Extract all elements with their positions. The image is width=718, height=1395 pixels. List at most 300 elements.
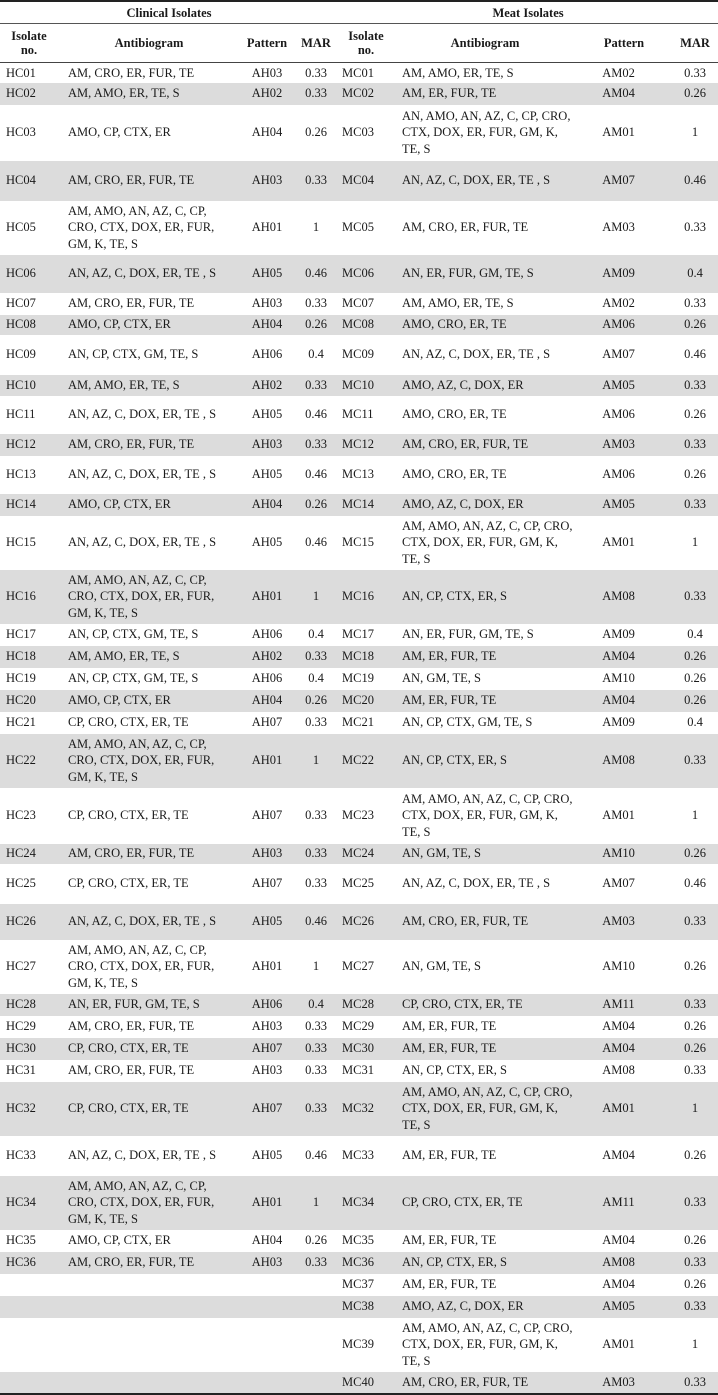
- clinical-mar-cell: 0.33: [305, 1019, 327, 1034]
- meat-pattern-cell: AM06: [576, 315, 672, 335]
- meat-mar-cell: 0.26: [672, 315, 718, 335]
- meat-antibiogram-cell: AM, AMO, ER, TE, S: [402, 65, 514, 80]
- table-row: [0, 668, 718, 690]
- meat-mar-cell: 0.4: [672, 255, 718, 293]
- meat-pattern-cell: AM08: [576, 570, 672, 624]
- meat-isolate-no-cell: MC13: [342, 467, 374, 482]
- clinical-isolate-no-cell: [0, 1372, 58, 1394]
- meat-mar-cell: 0.33: [672, 1296, 718, 1318]
- meat-mar-cell: 0.33: [672, 434, 718, 456]
- clinical-antibiogram-cell: AMO, CP, CTX, ER: [68, 1233, 171, 1248]
- clinical-pattern-cell: AH05: [251, 1148, 283, 1163]
- clinical-mar-header: MAR: [294, 24, 338, 63]
- meat-antibiogram-header: Antibiogram: [394, 24, 576, 63]
- clinical-mar-cell: 0.33: [305, 1063, 327, 1078]
- clinical-pattern-cell: AH01: [240, 1176, 294, 1230]
- meat-pattern-cell: AM02: [602, 65, 635, 80]
- column-header-row: [0, 24, 718, 63]
- table-row: [0, 434, 718, 456]
- clinical-antibiogram-cell: AN, AZ, C, DOX, ER, TE , S: [68, 467, 217, 482]
- meat-pattern-cell: AM10: [602, 959, 635, 974]
- table-body: [0, 63, 718, 1394]
- meat-isolate-no-cell: MC37: [342, 1277, 374, 1292]
- meat-antibiogram-cell: AMO, AZ, C, DOX, ER: [394, 375, 576, 396]
- clinical-pattern-cell: [240, 1296, 294, 1318]
- clinical-mar-cell: 0.33: [294, 161, 338, 201]
- clinical-pattern-cell: AH03: [251, 1063, 283, 1078]
- meat-mar-cell: 0.46: [684, 347, 706, 362]
- meat-pattern-cell: AM11: [576, 994, 672, 1016]
- clinical-pattern-cell: AH01: [240, 734, 294, 788]
- table-row: [0, 161, 718, 201]
- meat-pattern-cell: AM04: [576, 646, 672, 668]
- clinical-antibiogram-cell: CP, CRO, CTX, ER, TE: [58, 1038, 240, 1060]
- meat-mar-cell: 0.26: [684, 1233, 706, 1248]
- clinical-mar-cell: 0.33: [305, 715, 327, 730]
- meat-isolate-no-cell: MC02: [338, 83, 394, 105]
- table-row: [0, 844, 718, 864]
- clinical-mar-cell: 0.33: [305, 876, 327, 891]
- meat-antibiogram-cell: AM, CRO, ER, FUR, TE: [394, 904, 576, 940]
- meat-isolate-no-cell: MC21: [342, 715, 374, 730]
- clinical-mar-cell: 1: [294, 570, 338, 624]
- clinical-antibiogram-cell: CP, CRO, CTX, ER, TE: [68, 715, 189, 730]
- meat-antibiogram-cell: AMO, CRO, ER, TE: [394, 315, 576, 335]
- clinical-isolate-no-cell: HC22: [0, 734, 58, 788]
- clinical-isolate-no-cell: HC05: [6, 220, 36, 235]
- meat-pattern-cell: AM06: [602, 407, 635, 422]
- table-row: [0, 1230, 718, 1252]
- meat-mar-cell: 0.33: [672, 1176, 718, 1230]
- clinical-pattern-cell: AH07: [251, 876, 283, 891]
- clinical-mar-cell: [294, 1274, 338, 1296]
- meat-isolate-no-cell: MC20: [338, 690, 394, 712]
- meat-isolate-no-cell: MC04: [338, 161, 394, 201]
- clinical-pattern-cell: AH05: [251, 407, 283, 422]
- clinical-pattern-cell: AH07: [251, 808, 283, 823]
- clinical-pattern-cell: AH03: [251, 65, 283, 80]
- clinical-isolate-no-cell: HC20: [0, 690, 58, 712]
- table-row: [0, 83, 718, 105]
- clinical-antibiogram-cell: AMO, CP, CTX, ER: [68, 125, 171, 140]
- table-row: [0, 375, 718, 396]
- meat-isolate-no-cell: MC12: [338, 434, 394, 456]
- clinical-antibiogram-cell: CP, CRO, CTX, ER, TE: [68, 808, 189, 823]
- meat-isolates-heading: Meat Isolates: [338, 1, 718, 24]
- table-row: [0, 396, 718, 434]
- meat-mar-header: MAR: [672, 24, 718, 63]
- group-header-row: [0, 1, 718, 24]
- meat-pattern-cell: AM08: [602, 1063, 635, 1078]
- meat-mar-cell: 0.26: [684, 1277, 706, 1292]
- table-row: [0, 335, 718, 375]
- meat-isolate-no-cell: MC18: [338, 646, 394, 668]
- clinical-mar-cell: 1: [312, 959, 320, 974]
- clinical-mar-cell: 0.33: [305, 65, 327, 80]
- clinical-mar-cell: 0.46: [305, 467, 327, 482]
- clinical-mar-cell: [294, 1296, 338, 1318]
- meat-pattern-cell: AM04: [576, 83, 672, 105]
- clinical-pattern-cell: [240, 1372, 294, 1394]
- clinical-mar-cell: 0.46: [294, 904, 338, 940]
- clinical-antibiogram-cell: AN, AZ, C, DOX, ER, TE , S: [68, 535, 217, 550]
- meat-isolate-no-cell: MC01: [342, 65, 374, 80]
- meat-antibiogram-cell: AM, AMO, AN, AZ, C, CP, CRO, CTX, DOX, ER, FUR, GM, K, TE, S: [402, 519, 573, 566]
- clinical-mar-cell: 0.33: [294, 1082, 338, 1136]
- meat-pattern-cell: AM02: [602, 296, 635, 311]
- meat-mar-cell: 0.4: [687, 627, 703, 642]
- meat-antibiogram-cell: AM, ER, FUR, TE: [394, 690, 576, 712]
- table-row: [0, 315, 718, 335]
- meat-mar-cell: 0.33: [684, 65, 706, 80]
- meat-antibiogram-cell: AM, CRO, ER, FUR, TE: [394, 1372, 576, 1394]
- clinical-mar-cell: 0.4: [308, 627, 324, 642]
- clinical-isolate-no-cell: HC10: [0, 375, 58, 396]
- meat-antibiogram-cell: AN, AZ, C, DOX, ER, TE , S: [402, 347, 551, 362]
- meat-isolate-no-cell: MC34: [338, 1176, 394, 1230]
- meat-pattern-cell: AM07: [576, 161, 672, 201]
- meat-mar-cell: 0.33: [672, 494, 718, 516]
- clinical-isolate-no-cell: HC36: [0, 1252, 58, 1274]
- meat-antibiogram-cell: AN, AMO, AN, AZ, C, CP, CRO, CTX, DOX, ER, FUR, GM, K, TE, S: [402, 109, 571, 156]
- table-row: [0, 646, 718, 668]
- table-row: [0, 690, 718, 712]
- meat-mar-cell: 0.33: [672, 1372, 718, 1394]
- table-row: [0, 904, 718, 940]
- clinical-mar-cell: 0.46: [305, 407, 327, 422]
- clinical-pattern-cell: AH05: [251, 467, 283, 482]
- clinical-pattern-cell: AH07: [240, 1082, 294, 1136]
- table-row: [0, 255, 718, 293]
- meat-mar-cell: 0.26: [684, 467, 706, 482]
- clinical-pattern-cell: AH05: [240, 255, 294, 293]
- meat-pattern-cell: AM04: [602, 1148, 635, 1163]
- clinical-isolate-no-cell: HC15: [6, 535, 36, 550]
- clinical-mar-cell: 0.4: [294, 994, 338, 1016]
- table-row: [0, 1274, 718, 1296]
- clinical-isolate-no-cell: HC30: [0, 1038, 58, 1060]
- clinical-antibiogram-cell: CP, CRO, CTX, ER, TE: [68, 876, 189, 891]
- meat-antibiogram-cell: AN, CP, CTX, ER, S: [394, 570, 576, 624]
- clinical-antibiogram-cell: AM, AMO, AN, AZ, C, CP, CRO, CTX, DOX, ER, FUR, GM, K, TE, S: [68, 204, 215, 251]
- clinical-isolate-no-cell: HC26: [0, 904, 58, 940]
- clinical-isolate-no-cell: HC02: [0, 83, 58, 105]
- clinical-antibiogram-cell: AM, AMO, ER, TE, S: [58, 83, 240, 105]
- clinical-pattern-cell: [240, 1318, 294, 1372]
- clinical-isolate-no-cell: HC01: [6, 65, 36, 80]
- meat-mar-cell: 1: [672, 1082, 718, 1136]
- meat-isolate-no-cell: MC27: [342, 959, 374, 974]
- meat-pattern-cell: AM05: [576, 375, 672, 396]
- clinical-isolate-no-cell: HC23: [6, 808, 36, 823]
- meat-isolate-no-cell: MC10: [338, 375, 394, 396]
- meat-isolate-no-cell: MC26: [338, 904, 394, 940]
- clinical-isolate-no-cell: HC33: [6, 1148, 36, 1163]
- table-row: [0, 105, 718, 161]
- clinical-isolate-no-cell: HC31: [6, 1063, 36, 1078]
- meat-isolate-no-cell: MC29: [342, 1019, 374, 1034]
- meat-mar-cell: 0.26: [672, 83, 718, 105]
- meat-pattern-cell: AM01: [602, 808, 635, 823]
- clinical-mar-cell: [294, 1318, 338, 1372]
- clinical-pattern-cell: AH07: [251, 715, 283, 730]
- clinical-isolate-no-cell: HC13: [6, 467, 36, 482]
- clinical-antibiogram-cell: [58, 1318, 240, 1372]
- meat-isolate-no-cell: MC28: [338, 994, 394, 1016]
- clinical-isolate-no-cell: HC24: [0, 844, 58, 864]
- clinical-mar-cell: 1: [294, 1176, 338, 1230]
- table-row: [0, 712, 718, 734]
- meat-isolate-no-cell: MC36: [338, 1252, 394, 1274]
- meat-antibiogram-cell: AM, AMO, AN, AZ, C, CP, CRO, CTX, DOX, ER, FUR, GM, K, TE, S: [402, 1321, 573, 1368]
- meat-isolate-no-cell: MC17: [342, 627, 374, 642]
- meat-pattern-cell: AM11: [576, 1176, 672, 1230]
- clinical-antibiogram-cell: AN, ER, FUR, GM, TE, S: [58, 994, 240, 1016]
- table-row: [0, 63, 718, 83]
- meat-pattern-cell: AM01: [602, 125, 635, 140]
- clinical-mar-cell: 0.33: [294, 434, 338, 456]
- meat-pattern-cell: AM09: [576, 255, 672, 293]
- meat-pattern-cell: AM04: [602, 1019, 635, 1034]
- meat-mar-cell: 0.33: [672, 994, 718, 1016]
- table-row: [0, 516, 718, 570]
- clinical-antibiogram-cell: AM, AMO, ER, TE, S: [58, 646, 240, 668]
- clinical-isolate-no-cell: HC32: [0, 1082, 58, 1136]
- clinical-antibiogram-cell: AM, CRO, ER, FUR, TE: [68, 65, 195, 80]
- clinical-isolate-no-cell: HC09: [6, 347, 36, 362]
- meat-isolate-no-cell: MC06: [338, 255, 394, 293]
- table-row: [0, 570, 718, 624]
- clinical-mar-cell: 0.33: [294, 375, 338, 396]
- meat-antibiogram-cell: AM, AMO, AN, AZ, C, CP, CRO, CTX, DOX, ER, FUR, GM, K, TE, S: [402, 792, 573, 839]
- meat-pattern-cell: AM04: [602, 1233, 635, 1248]
- clinical-pattern-cell: [240, 1274, 294, 1296]
- meat-mar-cell: 0.33: [672, 570, 718, 624]
- table-row: [0, 940, 718, 994]
- clinical-mar-cell: 0.26: [294, 494, 338, 516]
- table-row: [0, 293, 718, 315]
- meat-antibiogram-cell: AM, ER, FUR, TE: [402, 1019, 497, 1034]
- table-row: [0, 1252, 718, 1274]
- table-row: [0, 456, 718, 494]
- meat-mar-cell: 0.26: [684, 671, 706, 686]
- clinical-antibiogram-cell: AM, CRO, ER, FUR, TE: [58, 1252, 240, 1274]
- clinical-isolate-no-cell: HC19: [6, 671, 36, 686]
- meat-mar-cell: 0.26: [672, 1038, 718, 1060]
- clinical-antibiogram-cell: AM, CRO, ER, FUR, TE: [68, 1063, 195, 1078]
- clinical-pattern-cell: AH01: [251, 220, 283, 235]
- clinical-isolate-no-cell: HC25: [6, 876, 36, 891]
- clinical-antibiogram-cell: AN, CP, CTX, GM, TE, S: [68, 347, 199, 362]
- meat-mar-cell: 0.33: [672, 1252, 718, 1274]
- clinical-mar-cell: 0.33: [294, 1252, 338, 1274]
- meat-isolate-no-cell: MC08: [338, 315, 394, 335]
- clinical-pattern-cell: AH01: [251, 959, 283, 974]
- clinical-pattern-cell: AH02: [240, 83, 294, 105]
- meat-pattern-cell: AM05: [576, 494, 672, 516]
- clinical-isolate-no-cell: HC06: [0, 255, 58, 293]
- table-row: [0, 1296, 718, 1318]
- table-row: [0, 1016, 718, 1038]
- meat-mar-cell: 0.26: [684, 407, 706, 422]
- clinical-pattern-cell: AH03: [251, 296, 283, 311]
- meat-antibiogram-cell: AM, AMO, AN, AZ, C, CP, CRO, CTX, DOX, ER, FUR, GM, K, TE, S: [394, 1082, 576, 1136]
- clinical-antibiogram-cell: AM, AMO, AN, AZ, C, CP, CRO, CTX, DOX, ER, FUR, GM, K, TE, S: [58, 570, 240, 624]
- clinical-isolate-no-cell: [0, 1318, 58, 1372]
- clinical-isolate-no-cell: HC14: [0, 494, 58, 516]
- meat-pattern-header: Pattern: [576, 24, 672, 63]
- clinical-pattern-cell: AH04: [240, 494, 294, 516]
- meat-isolate-no-cell: MC07: [342, 296, 374, 311]
- table-row: [0, 1082, 718, 1136]
- meat-antibiogram-cell: AN, GM, TE, S: [402, 671, 481, 686]
- table-row: [0, 1136, 718, 1176]
- meat-pattern-cell: AM06: [602, 467, 635, 482]
- meat-mar-cell: 0.4: [687, 715, 703, 730]
- meat-mar-cell: 0.33: [684, 1063, 706, 1078]
- meat-antibiogram-cell: AN, ER, FUR, GM, TE, S: [394, 255, 576, 293]
- clinical-pattern-cell: AH06: [251, 347, 283, 362]
- clinical-isolate-no-cell: HC29: [6, 1019, 36, 1034]
- meat-mar-cell: 0.33: [684, 220, 706, 235]
- table-row: [0, 788, 718, 844]
- meat-isolate-no-cell: MC39: [342, 1337, 374, 1352]
- clinical-antibiogram-cell: [58, 1296, 240, 1318]
- meat-antibiogram-cell: AN, AZ, C, DOX, ER, TE , S: [402, 876, 551, 891]
- clinical-mar-cell: 0.26: [294, 315, 338, 335]
- meat-isolate-no-cell: MC16: [338, 570, 394, 624]
- meat-isolate-no-cell: MC24: [338, 844, 394, 864]
- meat-mar-cell: 1: [691, 1337, 699, 1352]
- clinical-isolate-no-cell: HC04: [0, 161, 58, 201]
- meat-antibiogram-cell: AN, GM, TE, S: [394, 844, 576, 864]
- meat-pattern-cell: AM04: [576, 1038, 672, 1060]
- meat-antibiogram-cell: AM, ER, FUR, TE: [394, 1038, 576, 1060]
- clinical-antibiogram-cell: AM, AMO, AN, AZ, C, CP, CRO, CTX, DOX, ER, FUR, GM, K, TE, S: [58, 734, 240, 788]
- meat-isolate-no-header: Isolate no.: [338, 24, 394, 63]
- meat-mar-cell: 0.26: [672, 646, 718, 668]
- clinical-pattern-cell: AH06: [240, 994, 294, 1016]
- meat-isolate-no-cell: MC31: [342, 1063, 374, 1078]
- clinical-isolate-no-cell: HC18: [0, 646, 58, 668]
- meat-antibiogram-cell: AN, GM, TE, S: [402, 959, 481, 974]
- meat-isolate-no-cell: MC23: [342, 808, 374, 823]
- clinical-mar-cell: 0.4: [308, 671, 324, 686]
- meat-pattern-cell: AM03: [576, 904, 672, 940]
- meat-antibiogram-cell: AM, ER, FUR, TE: [402, 1233, 497, 1248]
- meat-isolate-no-cell: MC11: [342, 407, 374, 422]
- meat-antibiogram-cell: AN, CP, CTX, GM, TE, S: [402, 715, 533, 730]
- meat-pattern-cell: AM03: [576, 434, 672, 456]
- clinical-pattern-cell: AH04: [240, 315, 294, 335]
- table-row: [0, 1038, 718, 1060]
- meat-pattern-cell: AM10: [602, 671, 635, 686]
- clinical-pattern-cell: AH03: [240, 161, 294, 201]
- clinical-isolate-no-cell: HC34: [0, 1176, 58, 1230]
- meat-pattern-cell: AM08: [576, 734, 672, 788]
- clinical-mar-cell: [294, 1372, 338, 1394]
- meat-mar-cell: 0.46: [672, 161, 718, 201]
- clinical-antibiogram-cell: AM, CRO, ER, FUR, TE: [58, 161, 240, 201]
- clinical-isolate-no-cell: HC12: [0, 434, 58, 456]
- clinical-antibiogram-cell: CP, CRO, CTX, ER, TE: [58, 1082, 240, 1136]
- meat-antibiogram-cell: AN, CP, CTX, ER, S: [394, 734, 576, 788]
- meat-antibiogram-cell: AMO, AZ, C, DOX, ER: [394, 494, 576, 516]
- meat-antibiogram-cell: AMO, AZ, C, DOX, ER: [394, 1296, 576, 1318]
- clinical-antibiogram-cell: AM, AMO, ER, TE, S: [58, 375, 240, 396]
- meat-pattern-cell: AM03: [576, 1372, 672, 1394]
- clinical-pattern-cell: AH04: [240, 690, 294, 712]
- meat-pattern-cell: AM10: [576, 844, 672, 864]
- clinical-pattern-cell: AH06: [251, 671, 283, 686]
- meat-mar-cell: 0.26: [684, 959, 706, 974]
- clinical-pattern-cell: AH03: [240, 844, 294, 864]
- meat-mar-cell: 1: [691, 535, 699, 550]
- clinical-mar-cell: 1: [294, 734, 338, 788]
- meat-mar-cell: 0.33: [672, 375, 718, 396]
- clinical-antibiogram-cell: AMO, CP, CTX, ER: [58, 315, 240, 335]
- meat-antibiogram-cell: AN, ER, FUR, GM, TE, S: [402, 627, 534, 642]
- clinical-pattern-cell: AH01: [240, 570, 294, 624]
- meat-antibiogram-cell: AM, CRO, ER, FUR, TE: [402, 220, 529, 235]
- clinical-antibiogram-cell: AN, AZ, C, DOX, ER, TE , S: [68, 407, 217, 422]
- clinical-antibiogram-cell: AM, CRO, ER, FUR, TE: [68, 296, 195, 311]
- table-row: [0, 494, 718, 516]
- meat-isolate-no-cell: MC03: [342, 125, 374, 140]
- clinical-antibiogram-cell: [58, 1372, 240, 1394]
- meat-mar-cell: 1: [691, 808, 699, 823]
- meat-antibiogram-cell: AM, AMO, ER, TE, S: [402, 296, 514, 311]
- clinical-mar-cell: 0.46: [305, 535, 327, 550]
- clinical-antibiogram-cell: [58, 1274, 240, 1296]
- meat-mar-cell: 0.26: [672, 690, 718, 712]
- clinical-antibiogram-cell: AM, AMO, AN, AZ, C, CP, CRO, CTX, DOX, ER, FUR, GM, K, TE, S: [68, 943, 215, 990]
- meat-antibiogram-cell: AM, ER, FUR, TE: [402, 1277, 497, 1292]
- meat-mar-cell: 0.33: [684, 296, 706, 311]
- meat-pattern-cell: AM07: [602, 347, 635, 362]
- clinical-pattern-cell: AH05: [251, 535, 283, 550]
- clinical-antibiogram-cell: AMO, CP, CTX, ER: [58, 494, 240, 516]
- meat-pattern-cell: AM07: [602, 876, 635, 891]
- clinical-isolate-no-cell: [0, 1296, 58, 1318]
- clinical-pattern-header: Pattern: [240, 24, 294, 63]
- clinical-pattern-cell: AH04: [251, 125, 283, 140]
- clinical-mar-cell: 0.33: [305, 808, 327, 823]
- clinical-isolate-no-cell: HC07: [6, 296, 36, 311]
- meat-isolate-no-cell: MC40: [338, 1372, 394, 1394]
- meat-antibiogram-cell: AN, AZ, C, DOX, ER, TE , S: [394, 161, 576, 201]
- clinical-antibiogram-cell: AM, CRO, ER, FUR, TE: [58, 844, 240, 864]
- clinical-pattern-cell: AH03: [240, 1252, 294, 1274]
- meat-isolate-no-cell: MC09: [342, 347, 374, 362]
- clinical-isolate-no-cell: HC35: [6, 1233, 36, 1248]
- meat-mar-cell: 0.26: [684, 1148, 706, 1163]
- clinical-isolate-no-cell: HC11: [6, 407, 36, 422]
- meat-pattern-cell: AM09: [602, 627, 635, 642]
- meat-pattern-cell: AM03: [602, 220, 635, 235]
- clinical-antibiogram-cell: AM, AMO, AN, AZ, C, CP, CRO, CTX, DOX, ER, FUR, GM, K, TE, S: [58, 1176, 240, 1230]
- meat-isolate-no-cell: MC19: [342, 671, 374, 686]
- clinical-mar-cell: 0.46: [305, 1148, 327, 1163]
- meat-mar-cell: 1: [691, 125, 699, 140]
- meat-isolate-no-cell: MC14: [338, 494, 394, 516]
- table-row: [0, 734, 718, 788]
- clinical-mar-cell: 0.33: [294, 1038, 338, 1060]
- meat-mar-cell: 0.33: [672, 734, 718, 788]
- clinical-mar-cell: 0.33: [294, 646, 338, 668]
- meat-antibiogram-cell: CP, CRO, CTX, ER, TE: [394, 994, 576, 1016]
- meat-isolate-no-cell: MC38: [338, 1296, 394, 1318]
